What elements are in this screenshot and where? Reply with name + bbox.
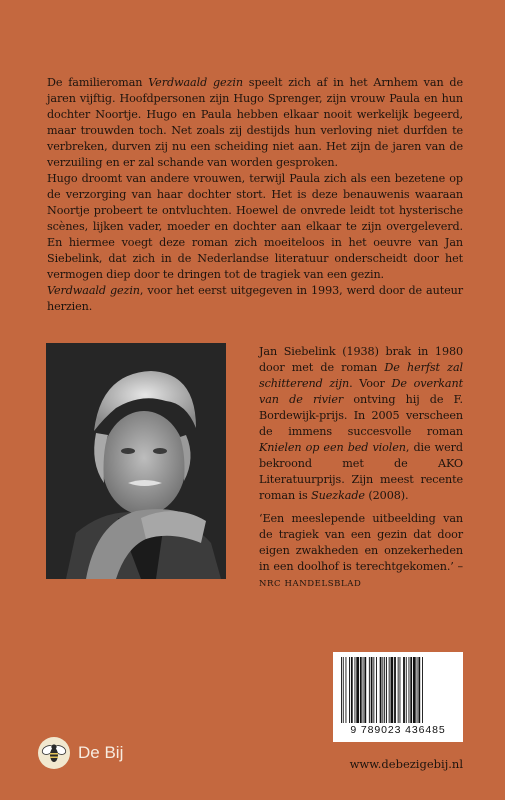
back-cover-blurb	[47, 75, 463, 315]
bio-text: ontving hij de F. Bordewijk-prijs. In 2005 verscheen de immens succesvolle roman	[259, 393, 463, 438]
publisher-name: De Bij	[78, 743, 124, 762]
author-bio	[259, 344, 463, 504]
book-title: Verdwaald gezin	[148, 76, 243, 89]
book-title: Verdwaald gezin	[47, 284, 140, 297]
book-title: Knielen op een bed violen	[259, 441, 406, 454]
barcode-bars	[339, 657, 457, 723]
book-title: Suezkade	[311, 489, 365, 502]
author-photo	[46, 343, 226, 579]
quote-source: NRC HANDELSBLAD	[259, 579, 362, 589]
bio-text: , die werd bekroond met de AKO Literatuurprijs. Zijn meest recente roman is	[259, 441, 463, 502]
blurb-paragraph-2: Hugo droomt van andere vrouwen, terwijl Paula zich als een bezetene op de verzorging van haar dochter stort. Het is deze benauwenis waaraan Noortje probeert te ontvluchten. Hoewel de onvrede leidt tot hysterische scènes, lijken vader, moeder en dochter aan elkaar te zijn overgeleverd. En hiermee voegt deze roman zich moeiteloos in het oeuvre van Jan Siebelink, dat zich in de Nederlandse literatuur onderscheidt door het vermogen diep door te dringen tot de tragiek van een gezin.	[47, 172, 463, 281]
isbn-number: 9 789023 436485	[350, 724, 446, 736]
book-title: De herfst zal schitterend zijn	[259, 361, 463, 390]
blurb-text: De familieroman	[47, 76, 149, 89]
book-title: De overkant van de rivier	[259, 377, 464, 406]
quote-text: ‘Een meeslepende uitbeelding van de tragiek van een gezin dat door eigen zwakheden en onzekerheden in een doolhof is terechtgekomen.’ –	[259, 512, 463, 573]
bio-text: (2008).	[364, 489, 409, 502]
publisher-website: www.debezigebij.nl	[349, 757, 463, 771]
blurb-text: speelt zich af in het Arnhem van de jaren vijftig. Hoofdpersonen zijn Hugo Sprenger, zijn vrouw Paula en hun dochter Noortje. Hugo en Paula hebben elkaar nooit werkelijk begeerd, maar trouwden toch. Net zoals zij destijds hun verloving niet durfden te verbreken, durven zij nu een scheiding niet aan. Het zijn de jaren van de verzuiling en er zal schande van worden gesproken.	[47, 76, 463, 169]
bio-text: . Voor	[349, 377, 392, 390]
blurb-paragraph-1	[47, 75, 463, 171]
barcode	[333, 652, 463, 742]
publisher-logo	[38, 737, 123, 769]
bio-text: Jan Siebelink (1938) brak in 1980 door met de roman	[259, 345, 463, 374]
bee-icon	[38, 737, 70, 769]
blurb-paragraph-3	[47, 283, 463, 315]
blurb-text: , voor het eerst uitgegeven in 1993, werd door de auteur herzien.	[47, 284, 463, 313]
press-quote	[259, 511, 463, 592]
